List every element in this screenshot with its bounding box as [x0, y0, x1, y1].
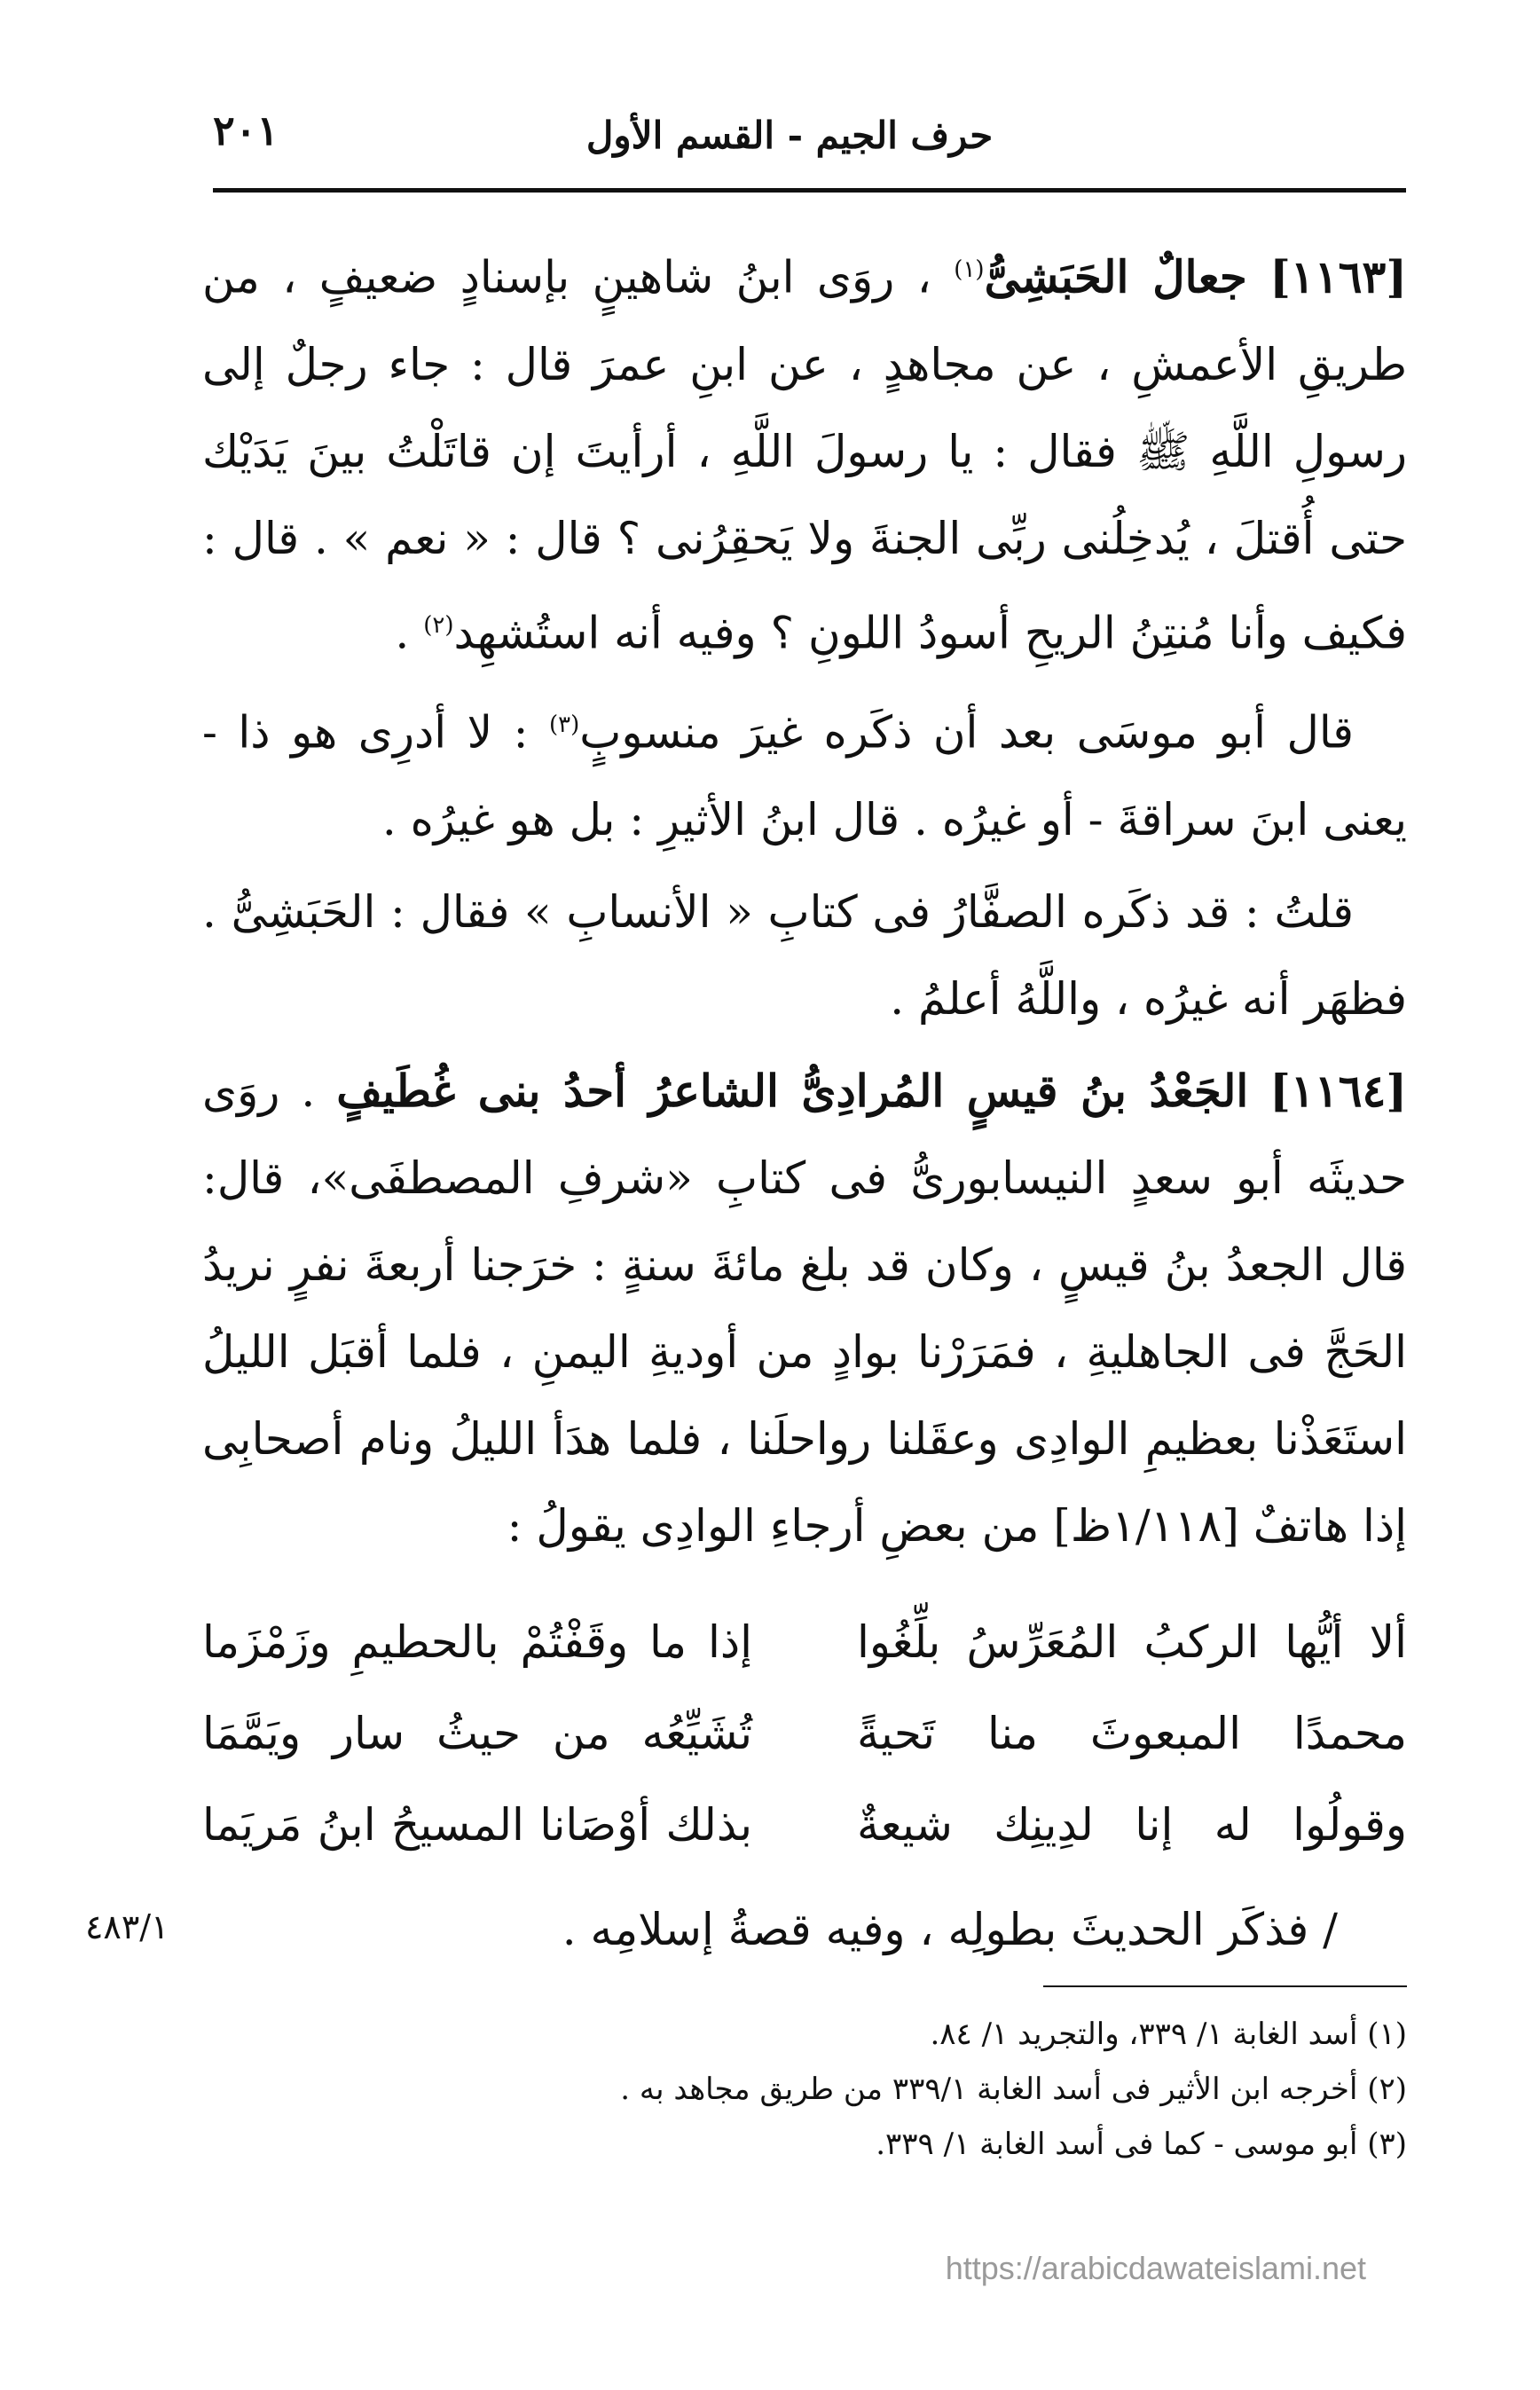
entry-text: . روَى حديثَه أبو سعدٍ النيسابورىُّ فى كتابِ «شرفِ المصطفَى»، قال: قال الجعدُ بنُ قيسٍ ، وكان قد بلغ مائةَ سنةٍ : خرَجنا أربعةَ نفرٍ نريدُ الحَجَّ فى الجاهليةِ ، فمَرَرْنا بوادٍ من أوديةِ اليمنِ ، فلما أقبَل الليلُ استَعَذْنا بعظيمِ الوادِى وعقَلنا رواحلَنا ، فلما هدَأ الليلُ ونام أصحابِى إذا هاتفٌ — [202, 1065, 1407, 1552]
entry-number: [١١٦٣] — [1269, 250, 1408, 303]
entry-text: ، روَى ابنُ شاهينٍ بإسنادٍ ضعيفٍ ، من طريقِ الأعمشِ ، عن مجاهدٍ ، عن ابنِ عمرَ قال : جاء رجلٌ إلى رسولِ اللَّهِ ﷺ فقال : يا رسولَ اللَّهِ ، أرأيتَ إن قاتَلْتُ بينَ يَدَيْك حتى أُقتلَ ، يُدخِلُنى ربِّى الجنةَ ولا يَحقِرُنى ؟ قال : « نعم » . قال : فكيف وأنا مُنتِنُ الريحِ أسودُ اللونِ ؟ وفيه أنه استُشهِد — [202, 251, 1407, 659]
poem-verse — [202, 1688, 1407, 1780]
running-head: حرف الجيم - القسم الأول — [585, 114, 994, 157]
entry-title: الجَعْدُ بنُ قيسٍ المُرادِىُّ الشاعرُ أحدُ بنى غُطَيفٍ — [336, 1064, 1249, 1117]
poem — [202, 1597, 1407, 1871]
note-text: : لا أدرِى هو ذا - يعنى ابنَ سراقةَ - أو غيرُه . قال ابنُ الأثيرِ : بل هو غيرُه . — [202, 706, 1407, 845]
first-hemistich: محمدًا المبعوثَ منا تَحيةً — [857, 1708, 1407, 1759]
watermark-url: https://arabicdawateislami.net — [945, 2250, 1366, 2286]
second-hemistich: تُشَيِّعُه من حيثُ سار ويَمَّمَا — [202, 1708, 752, 1759]
first-hemistich: ألا أيُّها الركبُ المُعَرِّسُ بلِّغُوا — [857, 1616, 1407, 1668]
second-hemistich: إذا ما وقَفْتُمْ بالحطيمِ وزَمْزَما — [202, 1616, 752, 1668]
entry-1163-comment-paragraph: قلتُ : قد ذكَره الصفَّارُ فى كتابِ « الأنسابِ » فقال : الحَبَشِىُّ . فظهَر أنه غيرُه ، واللَّهُ أعلمُ . — [202, 885, 1407, 1025]
entry-1163-note-paragraph — [202, 681, 1407, 863]
entry-text: من بعضِ أرجاءِ الوادِى يقولُ : — [507, 1499, 1040, 1552]
page-number: ٢٠١ — [213, 106, 279, 154]
footnote-marker: (٢) — [423, 611, 454, 639]
poem-verse — [202, 1597, 1407, 1688]
main-text — [202, 226, 1407, 1575]
footnote-marker: (٣) — [549, 711, 580, 739]
entry-number: [١١٦٤] — [1269, 1064, 1407, 1117]
closing-line: / فذكَر الحديثَ بطولِه ، وفيه قصةُ إسلامِه . — [562, 1904, 1338, 1955]
second-hemistich: بذلك أوْصَانا المسيحُ ابنُ مَريَما — [202, 1799, 752, 1851]
folio-reference: [١/١١٨ظ] — [1053, 1499, 1239, 1552]
entry-1164-paragraph — [202, 1048, 1407, 1569]
entry-text: . — [395, 607, 410, 659]
footnote: (٣) أبو موسى - كما فى أسد الغابة ١/ ٣٣٩. — [876, 2127, 1407, 2162]
footnote-rule — [1043, 1985, 1407, 1987]
first-hemistich: وقولُوا له إنا لدِينِك شيعةٌ — [857, 1799, 1407, 1851]
header-rule — [213, 188, 1406, 193]
note-text: قال أبو موسَى بعد أن ذكَره غيرَ منسوبٍ — [579, 706, 1354, 759]
margin-reference: ٤٨٣/١ — [85, 1907, 169, 1946]
footnotes — [532, 2007, 1407, 2172]
poem-verse — [202, 1780, 1407, 1871]
entry-title: جعالٌ الحَبَشِىُّ — [984, 250, 1247, 303]
entry-1163-paragraph — [202, 226, 1407, 676]
footnote-marker: (١) — [954, 256, 985, 283]
footnote: (٢) أخرجه ابن الأثير فى أسد الغابة ٣٣٩/١ من طريق مجاهد به . — [620, 2072, 1407, 2107]
footnote: (١) أسد الغابة ١/ ٣٣٩، والتجريد ١/ ٨٤. — [930, 2017, 1407, 2052]
